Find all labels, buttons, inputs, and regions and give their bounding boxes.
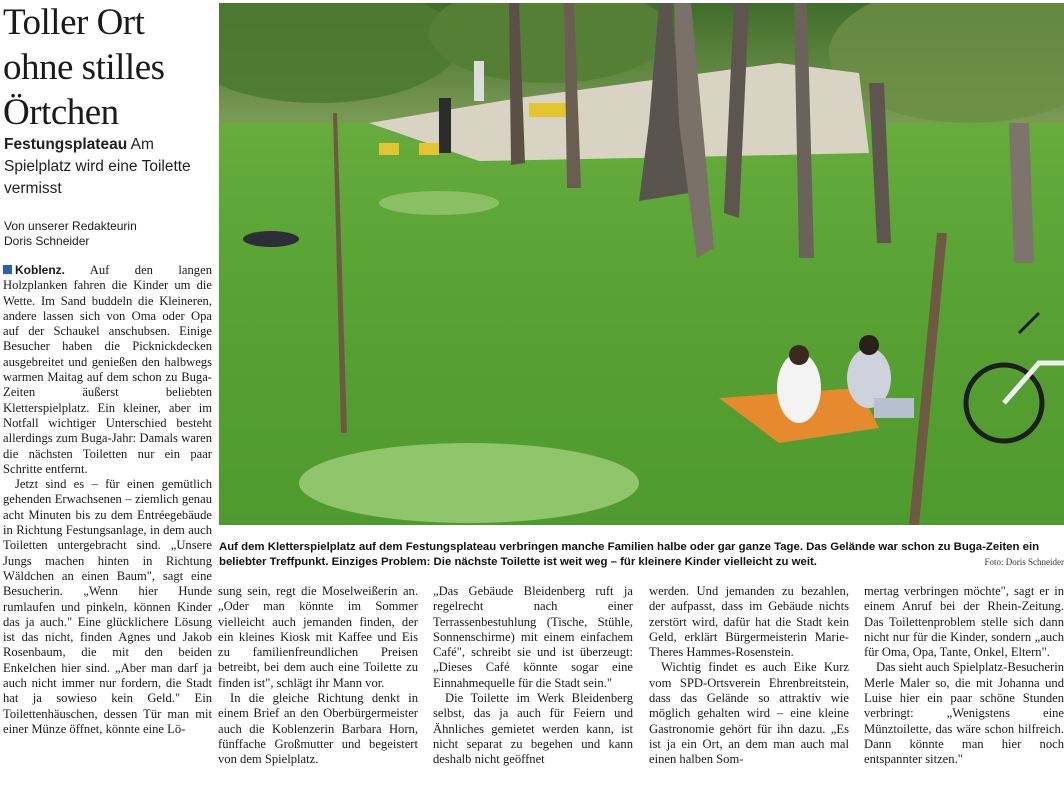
article-column-1	[3, 263, 212, 737]
article-column-4	[649, 584, 849, 768]
article-photo	[219, 3, 1064, 525]
byline-role: Von unserer Redakteurin	[4, 219, 137, 233]
dateline-marker-icon	[3, 265, 12, 274]
kicker: Festungsplateau	[4, 136, 128, 153]
paragraph: sung sein, regt die Moselweißerin an. „Oder man könnte im Sommer vielleicht auch jemanden finden, der ein kleines Kiosk mit Kaffee und Eis zu familienfreundlichen Preisen betreibt, bei dem auch eine Toilette zu finden ist", schlägt ihr Mann vor.	[218, 584, 418, 690]
article-column-2	[218, 584, 418, 768]
paragraph: Das sieht auch Spielplatz-Besucherin Merle Maler so, die mit Johanna und Luise hier ein paar schöne Stunden verbringt: „Wenigstens eine Münztoilette, das wäre schon hilfreich. Dann könnte man hier noch entspannter sitzen."	[864, 660, 1064, 767]
paragraph: werden. Und jemanden zu bezahlen, der aufpasst, dass im Gebäude nichts zerstört wird, dafür hat die Stadt kein Geld, erklärt Bürgermeisterin Marie-Theres Hammes-Rosenstein.	[649, 584, 849, 660]
park-photo-illustration	[219, 3, 1064, 525]
paragraph: Jetzt sind es – für einen gemütlich gehenden Erwachsenen – ziemlich genau acht Minuten bis zu dem Entréegebäude in Richtung Festungsanlage, in dem auch Toiletten untergebracht sind. „Unsere Jungs machen hinten in Richtung Wäldchen an einen Baum", sagt eine Besucherin. „Wenn hier Hunde rumlaufen und pinkeln, können Kinder das ja auch." Eine glücklichere Lösung ist das nicht, finden Agnes und Jakob Rosenbaum, die mit den beiden Enkelchen hier sind. „Aber man darf ja auch nicht immer nur fordern, die Stadt hat ja sowieso kein Geld." Ein Toilettenhäuschen, dessen Tür man mit einer Münze öffnet, könnte eine Lö-	[3, 477, 212, 736]
paragraph	[3, 263, 212, 477]
photo-credit: Foto: Doris Schneider	[984, 557, 1064, 567]
article-column-5	[864, 584, 1064, 768]
subheadline	[4, 134, 214, 200]
subhead-text: Am Spielplatz wird eine Toilette vermisst	[4, 136, 191, 197]
paragraph: Wichtig findet es auch Eike Kurz vom SPD-Ortsverein Ehrenbreitstein, dass das Gelände so attraktiv wie möglich gehalten wird – eine kleine Gastronomie gehört für ihn dazu. „Es ist ja ein Ort, an dem man auch mal einen halben Som-	[649, 660, 849, 767]
paragraph: mertag verbringen möchte", sagt er in einem Anruf bei der Rhein-Zeitung. Das Toilettenproblem stelle sich dann nicht nur für die Kinder, sondern „auch für Oma, Opa, Tante, Onkel, Eltern".	[864, 584, 1064, 660]
paragraph: „Das Gebäude Bleidenberg ruft ja regelrecht nach einer Terrassenbestuhlung (Tische, Stühle, Sonnenschirme) mit einem einfachem Café", schreibt sie und ist überzeugt: „Dieses Café könnte sogar eine Einnahmequelle für die Stadt sein."	[433, 584, 633, 690]
article-column-3	[433, 584, 633, 768]
paragraph-text: Auf den langen Holzplanken fahren die Kinder um die Wette. Im Sand buddeln die Kleineren, andere lassen sich von Oma oder Opa auf der Schaukel anschubsen. Einige Besucher haben die Picknickdecken ausgebreitet und genießen den halbwegs warmen Maitag auf dem schon zu Buga-Zeiten äußerst beliebten Kletterspielplatz. Ein kleiner, aber im Notfall wichtiger Unterschied besteht allerdings zum Buga-Jahr: Damals waren die nächsten Toiletten nur ein paar Schritte entfernt.	[3, 263, 212, 476]
byline-author: Doris Schneider	[4, 234, 90, 248]
paragraph: Die Toilette im Werk Bleidenberg selbst, das ja auch für Feiern und Ähnliches gemietet werden kann, ist nicht separat zu begehen und kann deshalb nicht geöffnet	[433, 691, 633, 767]
dateline: Koblenz.	[15, 263, 65, 277]
photo-caption: Auf dem Kletterspielplatz auf dem Festungsplateau verbringen manche Familien halbe oder gar ganze Tage. Das Gelände war schon zu Buga-Zeiten ein beliebter Treffpunkt. Einziges Problem: Die nächste Toilette ist weit weg – für kleinere Kinder vielleicht zu weit.	[219, 541, 1040, 568]
byline	[4, 219, 214, 249]
headline: Toller Ort ohne stilles Örtchen	[3, 2, 165, 133]
paragraph: In die gleiche Richtung denkt in einem Brief an den Oberbürgermeister auch die Koblenzerin Barbara Horn, fünffache Großmutter und begeistert von dem Spielplatz.	[218, 691, 418, 767]
